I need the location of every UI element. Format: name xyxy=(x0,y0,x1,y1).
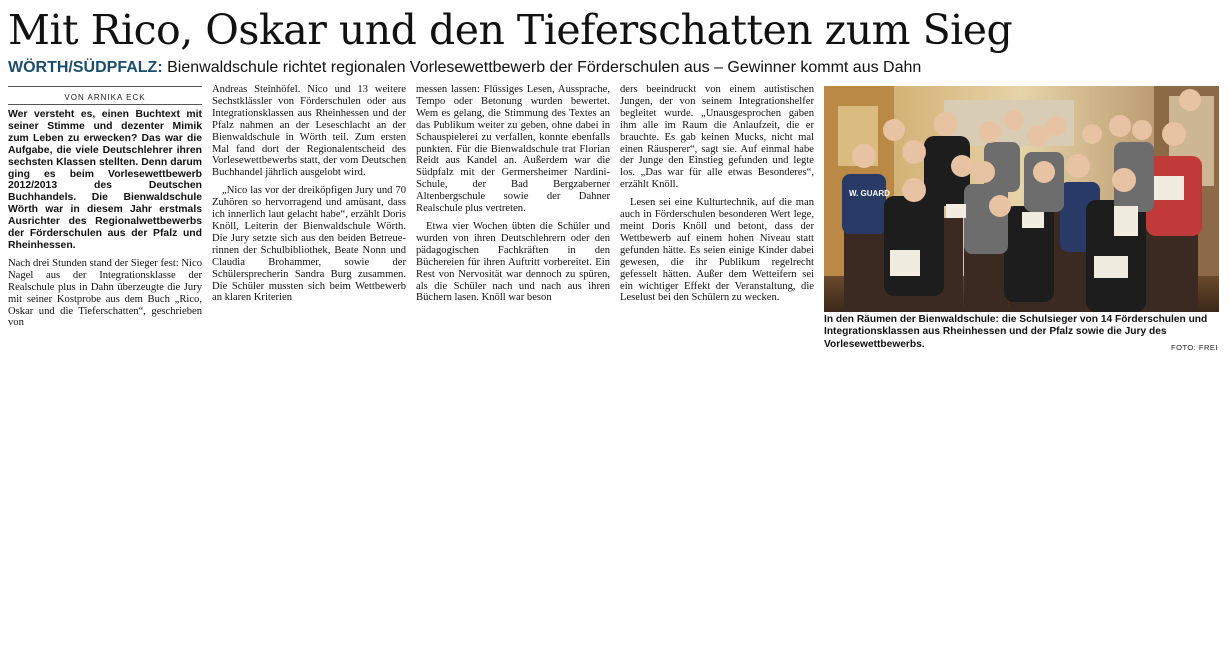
body-paragraph: Andreas Steinhöfel. Nico und 13 weitere Sechstklässler von Förderschulen oder aus Integrationsklassen aus Rheinhessen und der Pfalz nahmen an der Leseschlacht an der Bienwaldschule in Wörth teil. Zum ersten Mal fand dort der Regionalentscheid des Vorlesewettbewerbs statt, der vom Deutschen Buchhandel jährlich ausgelobt wird. xyxy=(212,84,406,179)
byline: VON ARNIKA ECK xyxy=(64,93,146,102)
deck-text: Bienwaldschule richtet regionalen Vorlesewettbewerb der Förderschulen aus – Gewinner kommt aus Dahn xyxy=(167,59,922,76)
body-paragraph: Nach drei Stunden stand der Sieger fest: Nico Nagel aus der Integrationsklasse der Realschule plus in Dahn überzeugte die Jury mit seiner Kostprobe aus dem Buch „Rico, Oskar und die Tieferschatten“, geschrieben von xyxy=(8,257,202,329)
body-paragraph: „Nico las vor der dreiköpfigen Jury und 70 Zuhören so hervorragend und amüsant, dass ich innerlich laut gelacht habe“, erzählt Doris Knöll, Leiterin der Bienwaldschule Wörth. Die Jury setzte sich aus den beiden Betreuerinnen der Schulbibliothek, Beate Nonn und Claudia Brohammer, sowie der Schülersprecherin Sandra Burg zusammen. Die Schüler mussten sich beim Wettbewerb an klaren Kriterien xyxy=(212,185,406,304)
group-photo xyxy=(824,86,1219,312)
body-paragraph: ders beeindruckt von einem autistischen Jungen, der von seinem Integrationshelfer begleitet wurde. „Unausgesprochen gaben ihm alle im Raum die Anlaufzeit, die er brauchte. Es gab keinen Mucks, nicht mal einen Räusperer“, sagt sie. Auf einmal habe der Junge den Einstieg gefunden und legte los. „Das war für alle etwas Besonderes“, erzählt Knöll. xyxy=(620,84,814,191)
shirt-print: W. GUARD xyxy=(849,189,890,198)
body-paragraph: messen lassen: Flüssiges Lesen, Aussprache, Tempo oder Betonung wurden bewertet. Wem es gelang, die Stimmung des Textes an das Publikum weiter zu geben, ohne dabei in Schauspielerei zu verfallen, konnte ebenfalls punkten. Für die Bienwaldschule trat Florian Reidt aus Kandel an. Außerdem war die Südpfalz mit der Germersheimer Nardini-Schule, der Bad Bergzaberner Altenbergschule sowie der Dahner Realschule plus vertreten. xyxy=(416,84,610,215)
body-paragraph: Lesen sei eine Kulturtechnik, auf die man auch in Förderschulen besonderen Wert lege, meint Doris Knöll und betont, dass der Wettbewerb auf einem hohen Niveau statt gefunden hätte. Es seien einige Kinder dabei gewesen, die ihr Publikum regelrecht gefesselt hätten. Außer dem Wetteifern sei ein wichtiger Effekt der Veranstaltung, die Leselust bei den Schülern zu wecken. xyxy=(620,197,814,304)
photo-caption: In den Räumen der Bienwaldschule: die Schulsieger von 14 Förderschulen und Integrationsklassen aus Rheinhessen und der Pfalz sowie die Jury des Vorlesewettbewerbs. xyxy=(824,314,1208,350)
byline-rule-top xyxy=(8,86,202,87)
column-3 xyxy=(416,84,610,304)
location-kicker: WÖRTH/SÜDPFALZ: xyxy=(8,59,163,76)
lead-paragraph: Wer versteht es, einen Buchtext mit seiner Stimme und dezenter Mimik zum Leben zu erwecken? Das war die Aufgabe, die viele Deutschlehrer ihren sechsten Klassen stellten. Denn darum ging es beim Vorlesewettbewerb 2012/2013 des Deutschen Buchhandels. Die Bienwaldschule Wörth war in diesem Jahr erstmals Ausrichter des Regionalwettbewerbs der Förderschulen aus der Pfalz und Rheinhessen. xyxy=(8,109,202,251)
subheadline xyxy=(8,57,1218,79)
body-paragraph: Etwa vier Wochen übten die Schüler und wurden von ihren Deutschlehrern oder den pädagogischen Fachkräften in den Büchereien für ihren Auftritt vorbereitet. Ein Rest von Nervosität war dennoch zu spüren, als die Schüler nach und nach aus ihren Büchern lasen. Knöll war beson xyxy=(416,220,610,304)
byline-rule-bottom xyxy=(8,104,202,105)
photo-credit: FOTO: FREI xyxy=(1171,343,1218,352)
column-1 xyxy=(8,109,202,329)
headline: Mit Rico, Oskar und den Tieferschatten zum Sieg xyxy=(8,6,1013,54)
column-2 xyxy=(212,84,406,304)
column-4 xyxy=(620,84,814,304)
